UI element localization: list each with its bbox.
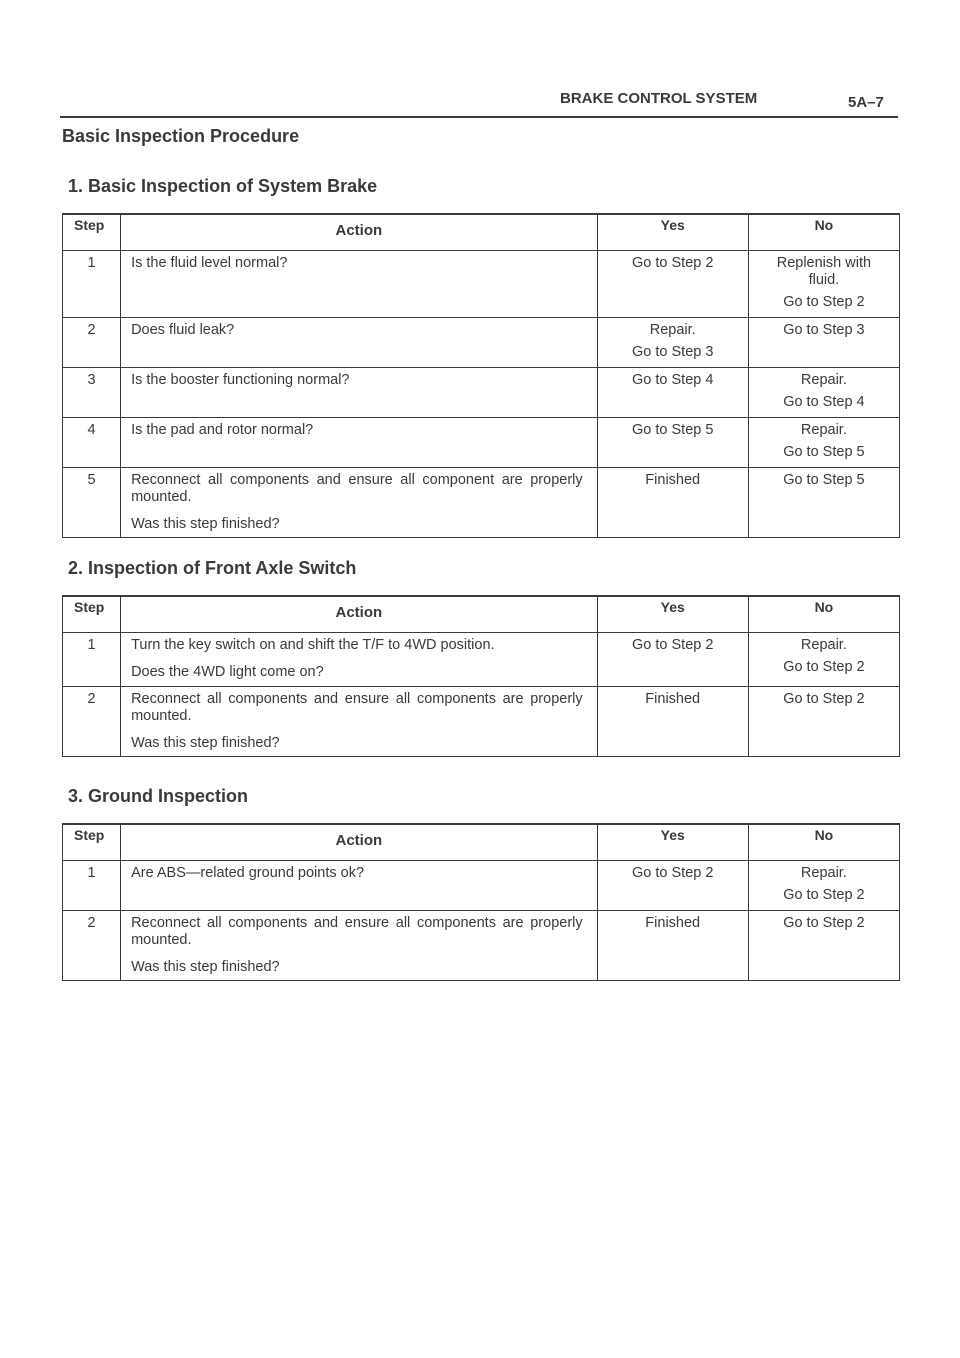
step-number: 2 — [63, 687, 121, 757]
yes-text: Go to Step 2 — [632, 637, 714, 653]
no-text: Go to Step 2 — [783, 915, 865, 931]
yes-cell — [597, 633, 748, 687]
action-text: Turn the key switch on and shift the T/F to 4WD position. — [131, 637, 495, 653]
column-header-no: No — [748, 824, 899, 861]
no-text: Repair. — [800, 637, 847, 653]
no-text: Repair. — [800, 422, 847, 438]
section-title-3: 3. Ground Inspection — [68, 786, 249, 806]
no-cell — [748, 911, 899, 981]
no-text: Go to Step 2 — [783, 294, 865, 310]
no-cell — [748, 687, 899, 757]
table-row — [63, 318, 900, 368]
column-header-no: No — [748, 214, 899, 251]
yes-text: Go to Step 2 — [632, 865, 714, 881]
column-header-yes: Yes — [597, 824, 748, 861]
no-cell — [748, 468, 899, 538]
yes-cell — [597, 861, 748, 911]
yes-text: Go to Step 2 — [632, 255, 714, 271]
no-cell — [748, 418, 899, 468]
no-text: Go to Step 5 — [783, 472, 865, 488]
table-row — [63, 861, 900, 911]
column-header-step: Step — [63, 214, 121, 251]
column-header-yes: Yes — [597, 214, 748, 251]
step-number: 3 — [63, 368, 121, 418]
no-text: Repair. — [800, 372, 847, 388]
no-text: Go to Step 2 — [783, 887, 865, 903]
action-cell — [121, 633, 598, 687]
no-text: Replenish with fluid. — [776, 255, 872, 288]
procedure-table-3 — [62, 823, 900, 981]
step-number: 5 — [63, 468, 121, 538]
section-title-1: 1. Basic Inspection of System Brake — [68, 176, 378, 196]
yes-cell — [597, 687, 748, 757]
action-cell — [121, 318, 598, 368]
section-title-2: 2. Inspection of Front Axle Switch — [68, 558, 357, 578]
action-text: Are ABS—related ground points ok? — [131, 865, 365, 881]
action-text: Reconnect all components and ensure all component are properly mounted. — [131, 472, 583, 505]
action-cell — [121, 911, 598, 981]
no-cell — [748, 861, 899, 911]
action-text: Was this step finished? — [131, 516, 280, 532]
table-row — [63, 633, 900, 687]
no-text: Go to Step 5 — [783, 444, 865, 460]
action-cell — [121, 368, 598, 418]
action-cell — [121, 861, 598, 911]
action-text: Does the 4WD light come on? — [131, 664, 324, 680]
column-header-yes: Yes — [597, 596, 748, 633]
step-number: 1 — [63, 633, 121, 687]
column-header-action: Action — [121, 214, 598, 251]
table-row — [63, 468, 900, 538]
no-text: Go to Step 2 — [783, 691, 865, 707]
column-header-action: Action — [121, 596, 598, 633]
yes-cell — [597, 318, 748, 368]
no-text: Go to Step 4 — [783, 394, 865, 410]
action-cell — [121, 418, 598, 468]
yes-cell — [597, 911, 748, 981]
column-header-action: Action — [121, 824, 598, 861]
action-text: Is the booster functioning normal? — [131, 372, 350, 388]
table-row — [63, 687, 900, 757]
no-cell — [748, 318, 899, 368]
yes-cell — [597, 251, 748, 318]
document-title: Basic Inspection Procedure — [62, 126, 300, 146]
yes-text: Go to Step 5 — [632, 422, 714, 438]
table-header-row — [63, 824, 900, 861]
no-cell — [748, 251, 899, 318]
step-number: 1 — [63, 861, 121, 911]
yes-cell — [597, 418, 748, 468]
step-number: 1 — [63, 251, 121, 318]
table-row — [63, 368, 900, 418]
no-text: Repair. — [800, 865, 847, 881]
yes-cell — [597, 368, 748, 418]
procedure-table-1 — [62, 213, 900, 538]
action-text: Was this step finished? — [131, 959, 280, 975]
action-cell — [121, 251, 598, 318]
action-cell — [121, 687, 598, 757]
no-text: Go to Step 2 — [783, 659, 865, 675]
step-number: 2 — [63, 318, 121, 368]
yes-text: Finished — [645, 691, 701, 707]
table-row — [63, 251, 900, 318]
yes-text: Repair. — [649, 322, 696, 338]
yes-text: Finished — [645, 915, 701, 931]
yes-text: Finished — [645, 472, 701, 488]
no-text: Go to Step 3 — [783, 322, 865, 338]
table-row — [63, 418, 900, 468]
table-row — [63, 911, 900, 981]
action-text: Does fluid leak? — [131, 322, 235, 338]
running-header-title: BRAKE CONTROL SYSTEM — [560, 90, 758, 107]
step-number: 4 — [63, 418, 121, 468]
header-rule — [60, 116, 898, 118]
procedure-table-2 — [62, 595, 900, 757]
table-header-row — [63, 214, 900, 251]
action-cell — [121, 468, 598, 538]
no-cell — [748, 633, 899, 687]
action-text: Reconnect all components and ensure all components are properly mounted. — [131, 915, 583, 948]
column-header-step: Step — [63, 824, 121, 861]
action-text: Is the fluid level normal? — [131, 255, 288, 271]
column-header-step: Step — [63, 596, 121, 633]
step-number: 2 — [63, 911, 121, 981]
action-text: Was this step finished? — [131, 735, 280, 751]
action-text: Reconnect all components and ensure all components are properly mounted. — [131, 691, 583, 724]
yes-cell — [597, 468, 748, 538]
yes-text: Go to Step 3 — [632, 344, 714, 360]
column-header-no: No — [748, 596, 899, 633]
action-text: Is the pad and rotor normal? — [131, 422, 314, 438]
page-number: 5A–7 — [848, 94, 884, 111]
yes-text: Go to Step 4 — [632, 372, 714, 388]
table-header-row — [63, 596, 900, 633]
no-cell — [748, 368, 899, 418]
